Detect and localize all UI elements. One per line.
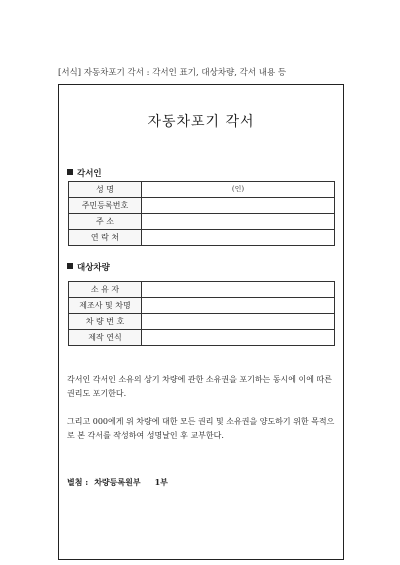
resident-number-label: 주민등록번호 bbox=[69, 198, 142, 214]
attachment-label: 별첨 : bbox=[67, 477, 89, 487]
vehicle-table bbox=[68, 281, 335, 346]
square-bullet-icon bbox=[67, 263, 73, 269]
attachment-count: 1부 bbox=[154, 477, 168, 487]
section-heading-signer bbox=[67, 167, 102, 179]
table-row bbox=[69, 198, 335, 214]
contact-field[interactable] bbox=[142, 230, 335, 246]
table-row bbox=[69, 298, 335, 314]
document-title: 자동차포기 각서 bbox=[147, 114, 255, 130]
address-label: 주 소 bbox=[69, 214, 142, 230]
seal-mark: (인) bbox=[231, 185, 245, 193]
contact-label: 연 락 처 bbox=[69, 230, 142, 246]
table-row bbox=[69, 214, 335, 230]
section-heading-vehicle bbox=[67, 261, 110, 273]
plate-number-field[interactable] bbox=[142, 314, 335, 330]
maker-model-label: 제조사 및 차명 bbox=[69, 298, 142, 314]
statement-paragraph-2: 그리고 000에게 위 차량에 대한 모든 권리 및 소유권을 양도하기 위한 목적으로 본 각서를 작성하여 성명날인 후 교부한다. bbox=[67, 417, 335, 440]
section-heading-signer-text: 각서인 bbox=[77, 169, 102, 179]
name-label: 성 명 bbox=[69, 182, 142, 198]
owner-field[interactable] bbox=[142, 282, 335, 298]
table-row bbox=[69, 182, 335, 198]
resident-number-field[interactable] bbox=[142, 198, 335, 214]
maker-model-field[interactable] bbox=[142, 298, 335, 314]
model-year-label: 제작 연식 bbox=[69, 330, 142, 346]
square-bullet-icon bbox=[67, 169, 73, 175]
statement-paragraph-1: 각서인 각서인 소유의 상기 차량에 관한 소유권을 포기하는 동시에 이에 따른 권리도 포기한다. bbox=[67, 375, 332, 398]
table-row bbox=[69, 314, 335, 330]
table-row bbox=[69, 230, 335, 246]
owner-label: 소 유 자 bbox=[69, 282, 142, 298]
table-row bbox=[69, 282, 335, 298]
plate-number-label: 차 량 번 호 bbox=[69, 314, 142, 330]
model-year-field[interactable] bbox=[142, 330, 335, 346]
signer-table bbox=[68, 181, 335, 246]
name-field[interactable] bbox=[142, 182, 335, 198]
section-heading-vehicle-text: 대상차량 bbox=[77, 263, 110, 273]
table-row bbox=[69, 330, 335, 346]
document-caption: [서식] 자동차포기 각서 : 각서인 표기, 대상차량, 각서 내용 등 bbox=[58, 68, 287, 78]
address-field[interactable] bbox=[142, 214, 335, 230]
attachment-item: 차량등록원부 bbox=[94, 477, 141, 487]
document-frame bbox=[58, 84, 344, 560]
attachment-line bbox=[67, 477, 168, 488]
